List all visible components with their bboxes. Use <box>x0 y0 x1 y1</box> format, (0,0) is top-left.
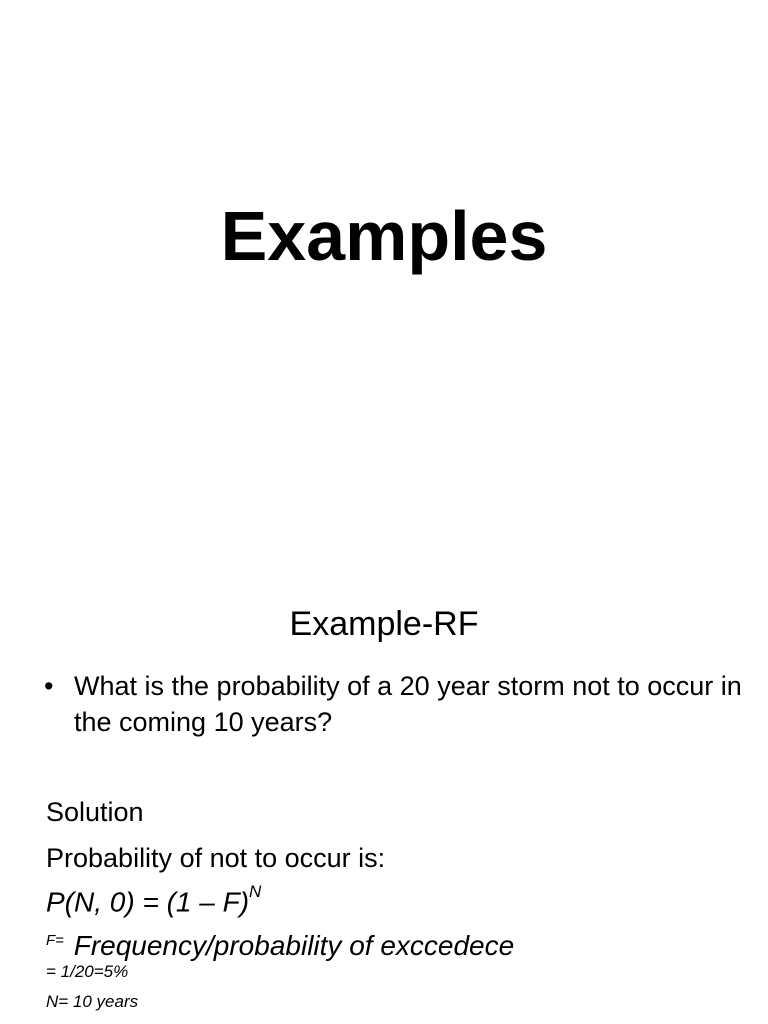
n-value: N= 10 years <box>46 992 139 1011</box>
f-definition-text: Frequency/probability of exccedece <box>65 930 515 961</box>
probability-line: Probability of not to occur is: <box>46 843 386 873</box>
bullet-icon: • <box>44 671 54 701</box>
question-bullet <box>44 668 744 740</box>
f-value: = 1/20=5% <box>46 962 129 981</box>
slide-title: Examples <box>220 197 548 275</box>
f-prefix: F= <box>46 932 64 949</box>
question-text: What is the probability of a 20 year storm not to occur in the coming 10 years? <box>74 671 742 737</box>
formula-exponent: N <box>249 882 262 901</box>
formula <box>46 882 262 918</box>
solution-label: Solution <box>46 797 144 827</box>
example-title: Example-RF <box>289 605 479 643</box>
formula-main: P(N, 0) = (1 – F) <box>46 886 250 918</box>
frequency-definition <box>46 930 514 962</box>
